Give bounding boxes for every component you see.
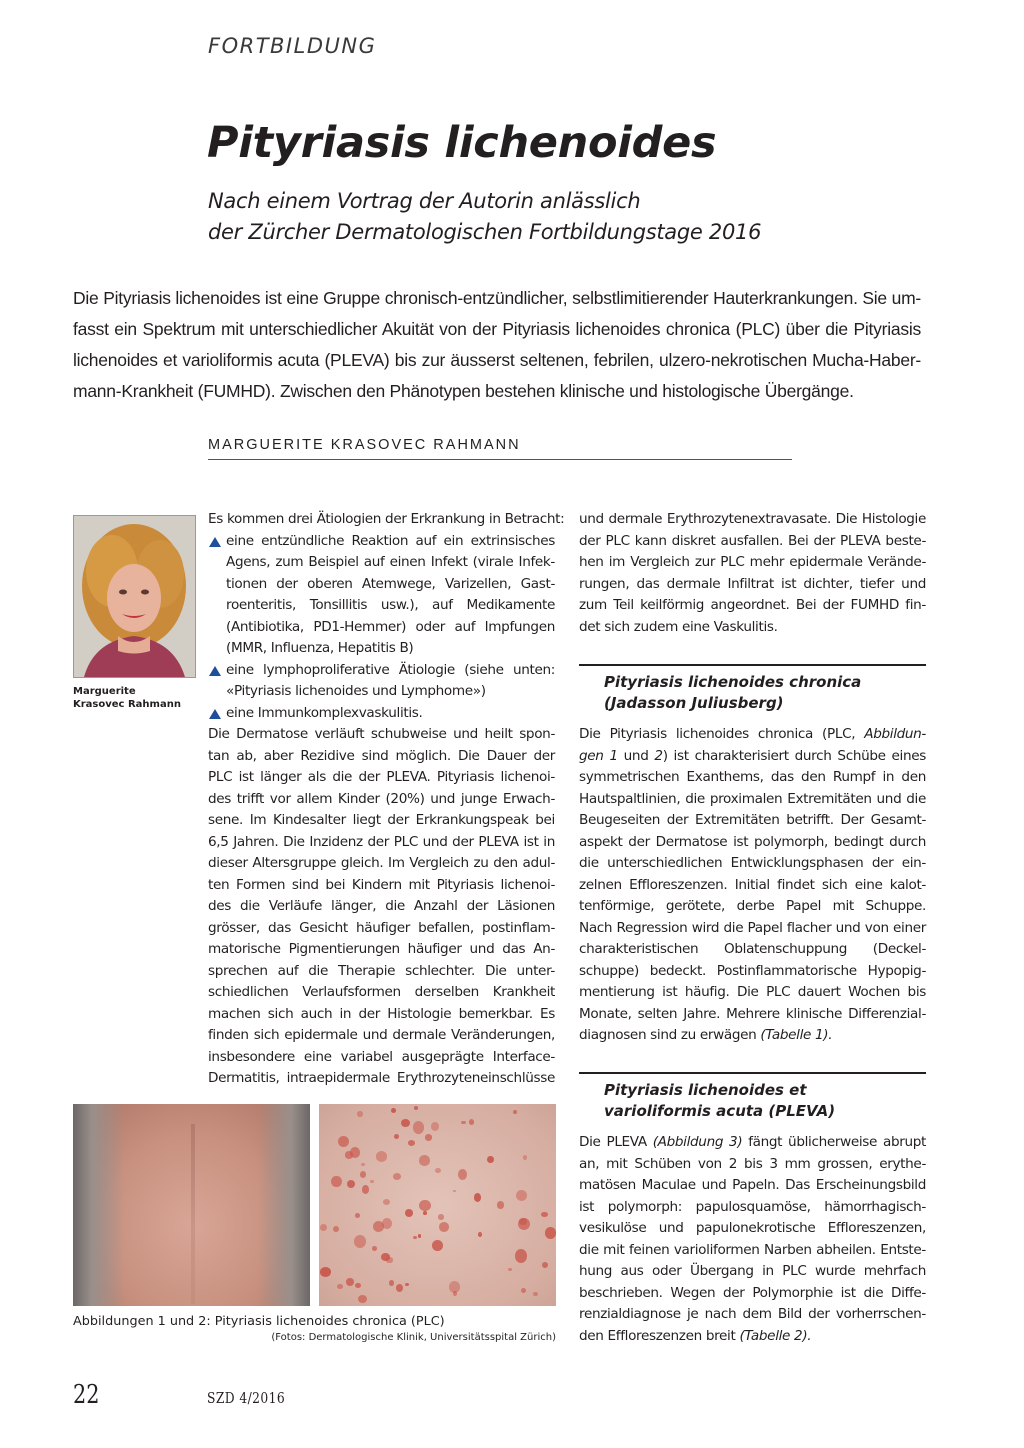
skin-lesion-spot	[545, 1227, 556, 1238]
skin-lesion-spot	[362, 1185, 369, 1193]
skin-lesion-spot	[393, 1173, 401, 1179]
figure-reference: 2	[654, 747, 663, 764]
body-line: die mit feinen varioliformen Narben abheilen. Entste-	[579, 1241, 926, 1258]
subheading-line: (Jadasson Juliusberg)	[604, 694, 784, 712]
skin-lesion-spot	[508, 1268, 511, 1271]
body-line: renzialdiagnose je nach dem Bild der vorherrschen-	[579, 1306, 926, 1322]
body-line: finden sich epidermale und dermale Veränderungen,	[208, 1027, 555, 1043]
body-paragraph	[208, 724, 555, 1090]
skin-lesion-spot	[386, 1257, 392, 1263]
skin-lesion-spot	[542, 1262, 548, 1268]
triangle-bullet-icon	[209, 537, 221, 547]
skin-lesion-spot	[515, 1249, 527, 1263]
body-line: det sich zudem eine Vaskulitis.	[579, 618, 778, 635]
skin-lesion-spot	[394, 1134, 399, 1139]
skin-lesion-spot	[320, 1224, 327, 1231]
body-line	[579, 746, 926, 768]
body-line: schuppe) bedeckt. Postinflammatorische Hypopig-	[579, 962, 926, 979]
lead-line: mann-Krankheit (FUMHD). Zwischen den Phänotypen bestehen klinische und histologische Übergänge.	[73, 381, 854, 401]
skin-lesion-spot	[331, 1176, 342, 1188]
author-portrait	[73, 515, 196, 678]
body-line: (Antibiotika, PD1-Hemmer) oder auf Impfungen	[226, 618, 555, 635]
body-line: schiedlichen Verlaufsformen derselben Krankheit	[208, 984, 555, 1000]
column-1	[208, 509, 565, 1090]
text-run: diagnosen sind zu erwägen	[579, 1027, 761, 1043]
skin-lesion-spot	[518, 1218, 530, 1230]
skin-lesion-spot	[497, 1201, 504, 1208]
body-line: roenteritis, Tonsillitis usw.), auf Medikamente	[226, 597, 555, 613]
body-line: hen im Vergleich zur PLC mehr epidermale Verände-	[579, 554, 926, 570]
body-line: matorische Pigmentierungen häufiger und das An-	[208, 941, 555, 957]
body-line: eine entzündliche Reaktion auf ein extrinsisches	[226, 532, 555, 549]
skin-lesion-spot	[360, 1171, 367, 1178]
skin-lesion-spot	[370, 1180, 374, 1184]
figure-reference: gen 1	[579, 747, 618, 764]
skin-lesion-spot	[435, 1168, 440, 1173]
body-line: und dermale Erythrozytenextravasate. Die Histologie	[579, 511, 926, 527]
skin-lesion-spot	[401, 1119, 410, 1127]
body-line: rungen, das dermale Infiltrat ist dichter, tiefer und	[579, 575, 926, 592]
portrait-caption-line: Krasovec Rahmann	[73, 699, 181, 710]
body-line: Nach Regression wird die Papel flacher und von einer	[579, 919, 926, 936]
skin-lesion-spot	[453, 1190, 456, 1193]
body-line	[579, 1326, 926, 1348]
body-line: 6,5 Jahren. Die Inzidenz der PLC und der PLEVA ist in	[208, 833, 555, 850]
skin-lesion-spot	[432, 1240, 443, 1251]
text-run: und	[617, 747, 655, 764]
skin-lesion-spot	[358, 1295, 367, 1303]
bullet-item	[208, 703, 555, 725]
journal-issue: SZD 4/2016	[207, 1389, 286, 1407]
skin-lesion-spot	[425, 1134, 433, 1140]
lead-paragraph	[73, 283, 921, 407]
table-reference: (Tabelle 1).	[760, 1027, 833, 1043]
body-line: PLC ist länger als die der PLEVA. Pityriasis lichenoi-	[208, 769, 555, 785]
body-line: sprechen auf die Therapie schlechter. Die unter-	[208, 962, 555, 979]
skin-lesion-spot	[405, 1283, 409, 1286]
skin-lesion-spot	[516, 1190, 527, 1201]
body-line: der PLC kann diskret ausfallen. Bei der PLEVA beste-	[579, 532, 926, 549]
body-line: hung aus oder Übergang in PLC wurde mehrfach	[579, 1263, 926, 1279]
subtitle-line: Nach einem Vortrag der Autorin anlässlich	[208, 189, 641, 213]
skin-lesion-spot	[396, 1284, 403, 1292]
skin-lesion-spot	[408, 1140, 416, 1146]
skin-lesion-spot	[333, 1226, 339, 1232]
figure-caption: Abbildungen 1 und 2: Pityriasis lichenoides chronica (PLC)	[73, 1314, 445, 1329]
subtitle-line: der Zürcher Dermatologischen Fortbildungstage 2016	[208, 220, 762, 244]
skin-lesion-spot	[418, 1234, 422, 1237]
body-line: aspekt der Dermatose ist polymorph, bedingt durch	[579, 833, 926, 850]
bullet-item	[208, 531, 555, 660]
body-line: Die Dermatose verläuft schubweise und heilt spon-	[208, 726, 555, 742]
body-line: mentierung ist häufig. Die PLC dauert Wochen bis	[579, 984, 926, 1000]
skin-lesion-spot	[478, 1232, 482, 1237]
plc-paragraph	[579, 724, 926, 1047]
skin-lesion-spot	[461, 1121, 465, 1125]
subheading-line: Pityriasis lichenoides chronica	[604, 673, 862, 691]
figure-reference: (Abbildung 3)	[652, 1134, 743, 1150]
body-line: Monate, selten Jahre. Mehrere klinische Differenzial-	[579, 1005, 926, 1022]
figure-2-photo	[319, 1104, 556, 1306]
body-line: Hautspaltlinien, die proximalen Extremitäten und die	[579, 790, 926, 807]
body-line: an, mit Schüben von 2 bis 3 mm grossen, erythe-	[579, 1155, 926, 1172]
skin-lesion-spot	[513, 1110, 517, 1115]
text-run: ) ist charakterisiert durch Schübe eines	[662, 747, 926, 764]
body-line: (MMR, Influenza, Hepatitis B)	[226, 640, 414, 656]
portrait-caption	[73, 685, 181, 711]
subheading-line: Pityriasis lichenoides et	[604, 1081, 807, 1099]
skin-lesion-spot	[357, 1111, 362, 1117]
body-line: eine Immunkomplexvaskulitis.	[226, 704, 423, 721]
subheading-line: varioliformis acuta (PLEVA)	[604, 1102, 836, 1120]
author-byline: MARGUERITE KRASOVEC RAHMANN	[208, 437, 792, 460]
skin-lesion-spot	[523, 1155, 527, 1160]
lead-line: Die Pityriasis lichenoides ist eine Gruppe chronisch-entzündlicher, selbstlimitierender Hauterkrankungen. Sie um-	[73, 288, 921, 308]
skin-lesion-spot	[474, 1193, 481, 1202]
skin-lesion-spot	[355, 1213, 360, 1218]
body-line: grösser, das Gesicht häufiger befallen, postinflam-	[208, 919, 555, 936]
text-run: Die Pityriasis lichenoides chronica (PLC,	[579, 726, 865, 742]
skin-lesion-spot	[350, 1147, 360, 1157]
skin-lesion-spot	[347, 1180, 355, 1188]
text-run: den Effloreszenzen breit	[579, 1327, 740, 1344]
pleva-paragraph	[579, 1132, 926, 1347]
body-line	[579, 1025, 926, 1047]
body-line	[579, 724, 926, 746]
lead-line: lichenoides et varioliformis acuta (PLEVA) bis zur äusserst seltenen, febrilen, ulzero-nekrotischen Mucha-Haber-	[73, 350, 921, 370]
portrait-caption-line: Marguerite	[73, 686, 136, 697]
skin-lesion-spot	[382, 1218, 392, 1229]
body-line: Beugeseiten der Extremitäten betrifft. Der Gesamt-	[579, 812, 926, 828]
skin-lesion-spot	[541, 1212, 548, 1218]
body-line: die unterschiedlichen Entwicklungsphasen der ein-	[579, 855, 926, 871]
body-line: Es kommen drei Ätiologien der Erkrankung in Betracht:	[208, 511, 565, 527]
skin-lesion-spot	[389, 1280, 394, 1286]
body-line: charakteristischen Oblatenschuppung (Deckel-	[579, 941, 926, 957]
portrait-image	[74, 516, 195, 677]
body-line: zum Teil keilförmig angeordnet. Bei der FUMHD fin-	[579, 597, 926, 613]
subheading-pleva	[579, 1072, 926, 1122]
bullet-item	[208, 660, 555, 703]
skin-lesion-spot	[405, 1209, 413, 1217]
skin-lesion-spot	[355, 1283, 361, 1289]
skin-lesion-spot	[423, 1211, 427, 1215]
body-line: des die Verläufe länger, die Anzahl der Läsionen	[208, 898, 555, 914]
skin-lesion-spot	[414, 1106, 418, 1110]
skin-lesion-spot	[439, 1222, 449, 1232]
skin-lesion-spot	[354, 1235, 366, 1248]
skin-lesion-spot	[521, 1288, 526, 1293]
skin-lesion-spot	[449, 1281, 460, 1293]
skin-lesion-spot	[337, 1284, 343, 1290]
body-line: des trifft vor allem Kinder (20%) und junge Erwach-	[208, 790, 555, 807]
body-line: symmetrischen Exanthems, das den Rumpf in den	[579, 769, 926, 785]
lead-line: fasst ein Spektrum mit unterschiedlicher Akuität von der Pityriasis lichenoides chronica (PLC) über die Pityriasis	[73, 319, 921, 339]
section-label: FORTBILDUNG	[208, 34, 377, 58]
body-line: insbesondere eine variabel ausgeprägte Interface-	[208, 1048, 555, 1065]
skin-lesion-spot	[346, 1278, 354, 1286]
skin-lesion-spot	[438, 1214, 444, 1219]
figure-credit: (Fotos: Dermatologische Klinik, Universitätsspital Zürich)	[271, 1332, 556, 1343]
body-line: machen sich auch in der Histologie bemerkbar. Es	[208, 1005, 555, 1022]
skin-lesion-spot	[338, 1136, 349, 1147]
figure-1-spine	[191, 1124, 195, 1304]
skin-lesion-spot	[361, 1163, 365, 1166]
body-line: vesikulöse und papulonekrotische Effloreszenzen,	[579, 1220, 926, 1236]
figure-reference: Abbildun-	[864, 726, 926, 742]
body-line: tionen der oberen Atemwege, Varizellen, Gast-	[226, 575, 555, 592]
page-number: 22	[73, 1380, 100, 1410]
subheading-plc	[579, 664, 926, 714]
body-line: matösen Maculae und Papeln. Das Erscheinungsbild	[579, 1177, 926, 1193]
skin-lesion-spot	[376, 1151, 387, 1161]
body-line	[579, 1132, 926, 1154]
body-line: ten Formen sind bei Kindern mit Pityriasis lichenoi-	[208, 876, 555, 893]
article-subtitle	[208, 186, 761, 248]
skin-lesion-spot	[413, 1121, 425, 1134]
text-run: fängt üblicherweise abrupt	[742, 1134, 926, 1150]
body-paragraph	[579, 509, 926, 638]
body-line: sene. Im Kindesalter liegt der Erkrankungspeak bei	[208, 812, 555, 828]
text-run: Die PLEVA	[579, 1134, 653, 1150]
body-line: ist polymorph: papulosquamöse, hämorrhagisch-	[579, 1198, 926, 1215]
table-reference: (Tabelle 2).	[739, 1327, 812, 1344]
skin-lesion-spot	[383, 1199, 390, 1205]
skin-lesion-spot	[533, 1292, 538, 1296]
body-line: eine lymphoproliferative Ätiologie (siehe unten:	[226, 661, 555, 678]
column-2	[579, 509, 926, 638]
body-line: tenförmige, gerötete, derbe Papel mit Schuppe.	[579, 898, 926, 914]
skin-lesion-spot	[372, 1246, 378, 1251]
body-line: «Pityriasis lichenoides und Lymphome»)	[226, 683, 486, 699]
skin-lesion-spot	[391, 1108, 396, 1113]
body-line: dieser Altersgruppe gleich. Im Vergleich zu den adul-	[208, 855, 555, 871]
skin-lesion-spot	[487, 1156, 494, 1163]
skin-lesion-spot	[320, 1267, 331, 1276]
triangle-bullet-icon	[209, 666, 221, 676]
triangle-bullet-icon	[209, 709, 221, 719]
figure-1-photo	[73, 1104, 310, 1306]
skin-lesion-spot	[419, 1200, 431, 1211]
body-line: beschrieben. Wegen der Polymorphie ist die Diffe-	[579, 1284, 926, 1301]
article-title: Pityriasis lichenoides	[207, 118, 717, 168]
body-line: Dermatitis, intraepidermale Erythrozyteneinschlüsse	[208, 1070, 555, 1086]
body-line: Agens, zum Beispiel auf einen Infekt (virale Infek-	[226, 554, 555, 570]
skin-lesion-spot	[419, 1155, 430, 1165]
skin-lesion-spot	[469, 1119, 475, 1125]
body-line: zelnen Effloreszenzen. Initial findet sich eine kalot-	[579, 876, 926, 893]
skin-lesion-spot	[413, 1236, 417, 1239]
skin-lesion-spot	[431, 1122, 439, 1131]
skin-lesion-spot	[458, 1169, 467, 1180]
body-line: tan ab, aber Rezidive sind möglich. Die Dauer der	[208, 747, 555, 764]
